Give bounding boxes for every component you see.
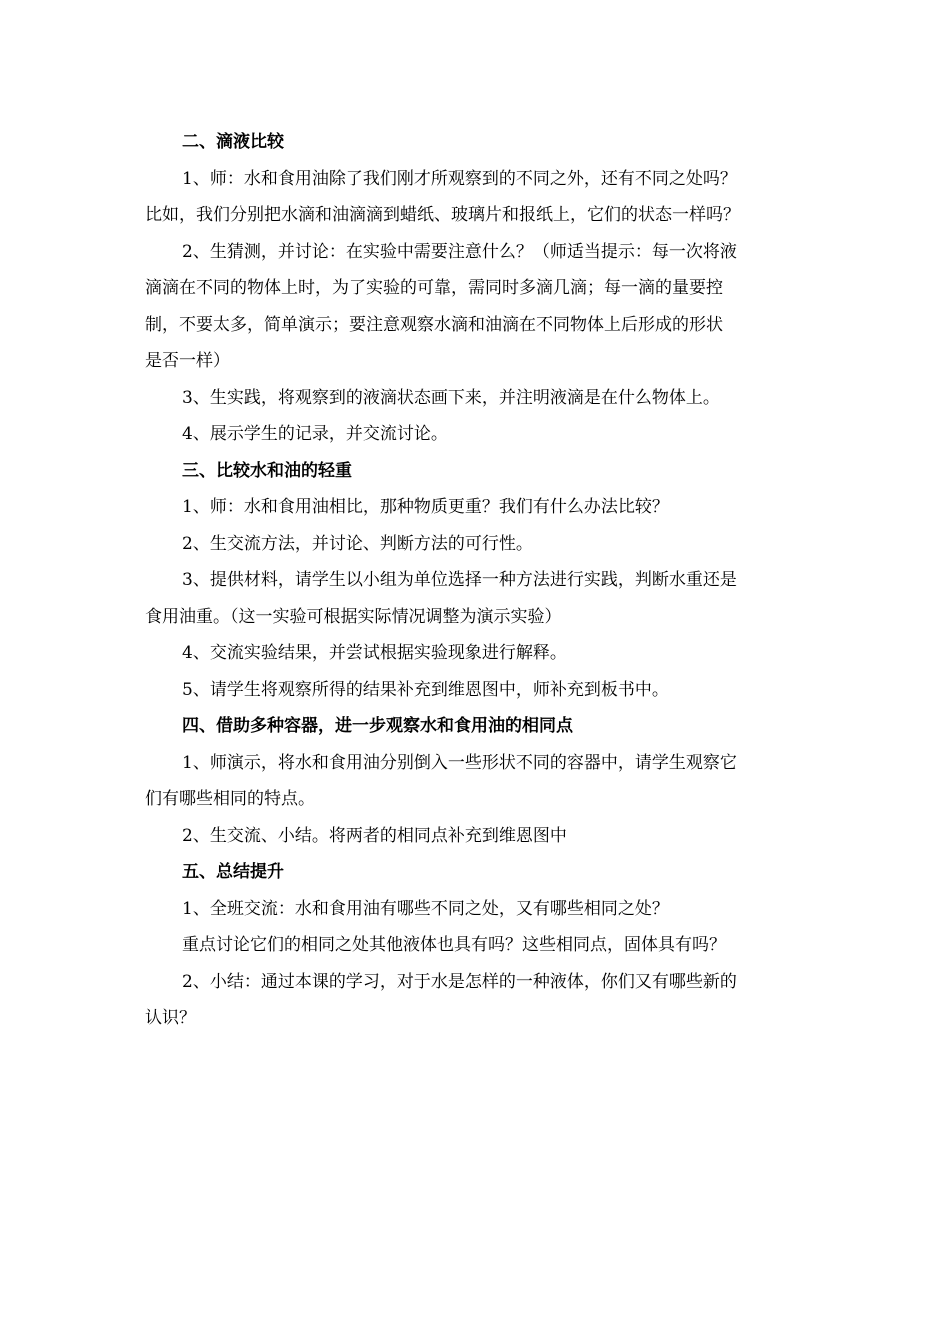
paragraph-line: 制，不要太多，简单演示；要注意观察水滴和油滴在不同物体上后形成的形状 [145, 314, 723, 335]
section-heading: 四、借助多种容器，进一步观察水和食用油的相同点 [182, 716, 573, 736]
paragraph-line: 们有哪些相同的特点。 [145, 789, 315, 809]
paragraph-line: 1、全班交流：水和食用油有哪些不同之处，又有哪些相同之处？ [182, 898, 669, 919]
section-heading: 五、总结提升 [182, 862, 284, 882]
paragraph-line: 2、小结：通过本课的学习，对于水是怎样的一种液体，你们又有哪些新的 [182, 971, 737, 992]
paragraph-line: 2、生交流方法，并讨论、判断方法的可行性。 [182, 533, 533, 554]
paragraph-line: 5、请学生将观察所得的结果补充到维恩图中，师补充到板书中。 [182, 679, 669, 700]
paragraph-line: 1、师：水和食用油除了我们刚才所观察到的不同之外，还有不同之处吗？ [182, 168, 737, 189]
document-body [145, 124, 810, 1037]
paragraph-line: 4、交流实验结果，并尝试根据实验现象进行解释。 [182, 643, 567, 663]
paragraph-line: 重点讨论它们的相同之处其他液体也具有吗？这些相同点，固体具有吗？ [182, 935, 726, 955]
paragraph-line: 3、生实践，将观察到的液滴状态画下来，并注明液滴是在什么物体上。 [182, 387, 720, 408]
section-heading: 三、比较水和油的轻重 [182, 460, 352, 481]
paragraph-line: 2、生交流、小结。将两者的相同点补充到维恩图中 [182, 825, 567, 846]
section-heading: 二、滴液比较 [182, 132, 284, 152]
paragraph-line: 比如，我们分别把水滴和油滴滴到蜡纸、玻璃片和报纸上，它们的状态一样吗？ [145, 205, 740, 225]
paragraph-line: 滴滴在不同的物体上时，为了实验的可靠，需同时多滴几滴；每一滴的量要控 [145, 278, 723, 298]
paragraph-line: 4、展示学生的记录，并交流讨论。 [182, 424, 448, 444]
paragraph-line: 食用油重。（这一实验可根据实际情况调整为演示实验） [145, 606, 562, 627]
paragraph-line: 1、师：水和食用油相比，那种物质更重？我们有什么办法比较？ [182, 497, 669, 517]
paragraph-line: 1、师演示，将水和食用油分别倒入一些形状不同的容器中，请学生观察它 [182, 752, 737, 773]
paragraph-line: 认识？ [145, 1008, 196, 1028]
paragraph-line: 3、提供材料，请学生以小组为单位选择一种方法进行实践，判断水重还是 [182, 570, 737, 590]
paragraph-line: 是否一样） [145, 351, 230, 371]
paragraph-line: 2、生猜测，并讨论：在实验中需要注意什么？（师适当提示：每一次将液 [182, 241, 737, 262]
